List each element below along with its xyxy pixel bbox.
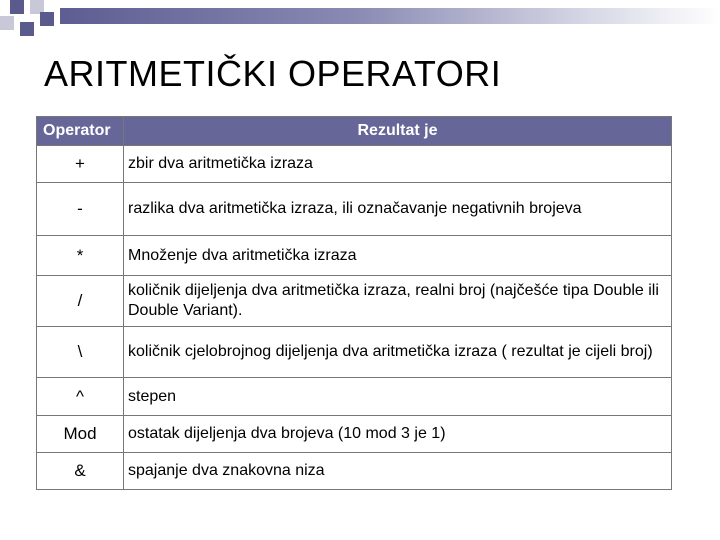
- table-row: [37, 236, 672, 276]
- operator-cell: +: [37, 146, 124, 183]
- result-cell: stepen: [124, 378, 672, 416]
- operators-table: [36, 116, 672, 490]
- table-row: [37, 276, 672, 327]
- slide-title: ARITMETIČKI OPERATORI: [44, 53, 502, 94]
- operator-cell: -: [37, 183, 124, 236]
- operator-cell: &: [37, 453, 124, 490]
- operator-cell: ^: [37, 378, 124, 416]
- header-result: Rezultat je: [124, 117, 672, 146]
- operator-cell: Mod: [37, 416, 124, 453]
- operator-cell: /: [37, 276, 124, 327]
- result-cell: spajanje dva znakovna niza: [124, 453, 672, 490]
- table-row: [37, 416, 672, 453]
- result-cell: razlika dva aritmetička izraza, ili označavanje negativnih brojeva: [124, 183, 672, 236]
- deco-square: [0, 16, 14, 30]
- header-operator: Operator: [37, 117, 124, 146]
- result-cell: zbir dva aritmetička izraza: [124, 146, 672, 183]
- result-cell: količnik dijeljenja dva aritmetička izraza, realni broj (najčešće tipa Double ili Double Variant).: [124, 276, 672, 327]
- deco-square: [20, 22, 34, 36]
- result-cell: Množenje dva aritmetička izraza: [124, 236, 672, 276]
- deco-square: [10, 0, 24, 14]
- table-row: [37, 453, 672, 490]
- table-row: [37, 183, 672, 236]
- decorative-gradient-bar: [60, 8, 720, 24]
- table-row: [37, 146, 672, 183]
- deco-square: [40, 12, 54, 26]
- result-cell: količnik cjelobrojnog dijeljenja dva aritmetička izraza ( rezultat je cijeli broj): [124, 327, 672, 378]
- table-header-row: [37, 117, 672, 146]
- table-row: [37, 378, 672, 416]
- decorative-squares: [0, 0, 60, 40]
- operator-cell: *: [37, 236, 124, 276]
- result-cell: ostatak dijeljenja dva brojeva (10 mod 3 je 1): [124, 416, 672, 453]
- operator-cell: \: [37, 327, 124, 378]
- table-row: [37, 327, 672, 378]
